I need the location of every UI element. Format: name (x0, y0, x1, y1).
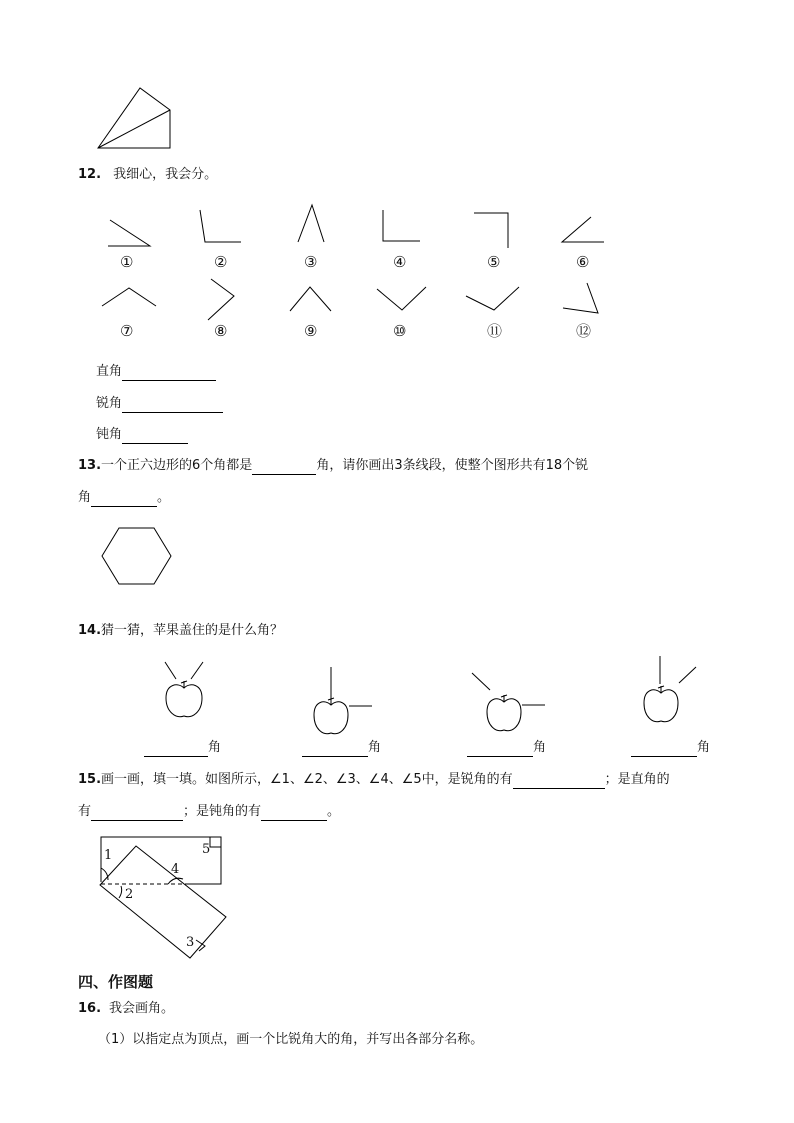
q16-text: 我会画角。 (109, 1001, 175, 1016)
q16-number: 16. (78, 1001, 102, 1016)
q15-number: 15. (78, 772, 102, 787)
angle-1-label: 1 (104, 848, 113, 863)
angle-label-7: ⑦ (120, 322, 134, 340)
angle-label-9: ⑨ (304, 322, 318, 340)
q15-text-a: 画一画，填一填。如图所示，∠1、∠2、∠3、∠4、∠5中，是锐角的有 (101, 772, 513, 787)
section-title: 四、作图题 (78, 973, 154, 991)
apple-1-suffix: 角 (208, 740, 222, 755)
angle-label-3: ③ (304, 253, 318, 271)
q16-prompt (78, 1000, 174, 1018)
angle-label-12: ⑫ (576, 322, 592, 340)
acute-angle-label: 锐角 (96, 396, 123, 411)
q13-text-b: 角，请你画出3条线段，使整个图形共有18个锐 (316, 458, 589, 473)
apple-4-suffix: 角 (697, 740, 711, 755)
angle-label-5: ⑤ (487, 253, 501, 271)
angle-label-11: ⑪ (487, 322, 503, 340)
angle-label-4: ④ (393, 253, 407, 271)
apple-2-suffix: 角 (368, 740, 382, 755)
angle-label-10: ⑩ (393, 322, 407, 340)
q15-text-e: 。 (327, 804, 341, 819)
right-angle-label: 直角 (96, 364, 123, 379)
q15-text-c: 有 (78, 804, 92, 819)
q14-text: 猜一猜，苹果盖住的是什么角？ (101, 623, 284, 638)
q15-text-b: ；是直角的 (604, 772, 670, 787)
q14-number: 14. (78, 623, 102, 638)
angle-label-6: ⑥ (576, 253, 590, 271)
angle-label-8: ⑧ (214, 322, 228, 340)
q15-text-d: ；是钝角的有 (183, 804, 262, 819)
q16-sub1: （1）以指定点为顶点，画一个比锐角大的角，并写出各部分名称。 (98, 1032, 484, 1047)
q13-number: 13. (78, 458, 102, 473)
angle-label-1: ① (120, 253, 134, 271)
q13-text-d: 。 (157, 490, 171, 505)
q13-text-a: 一个正六边形的6个角都是 (101, 458, 253, 473)
angle-label-2: ② (214, 253, 228, 271)
q12-text: 我细心，我会分。 (113, 167, 218, 182)
angle-5-label: 5 (202, 842, 211, 857)
angle-3-label: 3 (186, 935, 195, 950)
q12-number: 12. (78, 167, 102, 182)
angle-4-label: 4 (171, 862, 180, 877)
obtuse-angle-label: 钝角 (96, 427, 123, 442)
q13-text-c: 角 (78, 490, 92, 505)
apple-3-suffix: 角 (533, 740, 547, 755)
angle-2-label: 2 (125, 887, 134, 902)
